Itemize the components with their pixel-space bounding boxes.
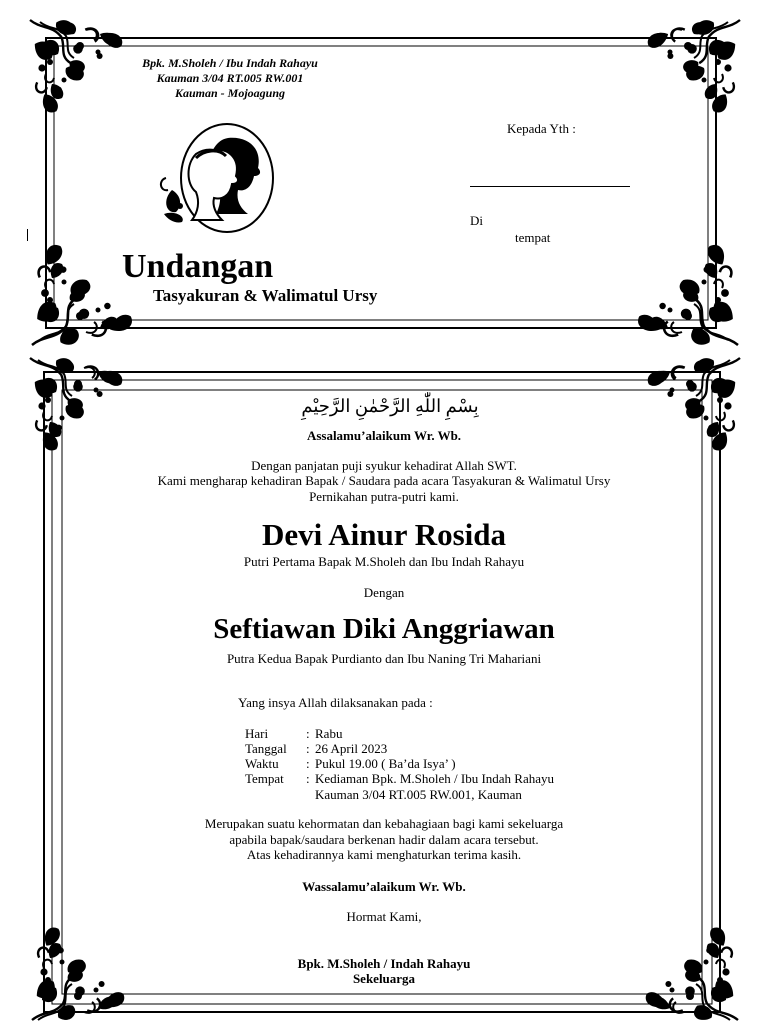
sender-village: Kauman - Mojoagung xyxy=(174,86,286,100)
held-on-label: Yang insya Allah dilaksanakan pada : xyxy=(238,695,433,710)
bride-parents: Putri Pertama Bapak M.Sholeh dan Ibu Indah Rahayu xyxy=(243,554,525,569)
detail-separator: : xyxy=(306,771,310,786)
detail-value: 26 April 2023 xyxy=(315,741,388,756)
sender-street: Kauman 3/04 RT.005 RW.001 xyxy=(156,71,304,85)
invitation-title: Undangan xyxy=(122,248,274,285)
signature-name: Bpk. M.Sholeh / Indah Rahayu xyxy=(297,956,471,971)
detail-separator: : xyxy=(306,741,310,756)
farewell: Wassalamu’alaikum Wr. Wb. xyxy=(302,879,466,894)
venue-address: Kauman 3/04 RT.005 RW.001, Kauman xyxy=(315,787,522,802)
sender-name: Bpk. M.Sholeh / Ibu Indah Rahayu xyxy=(142,56,318,70)
ornamental-corner-icon xyxy=(638,245,738,345)
bride-groom-silhouette-icon xyxy=(161,124,273,232)
detail-value: Pukul 19.00 ( Ba’da Isya’ ) xyxy=(315,756,456,771)
intro-line-3: Pernikahan putra-putri kami. xyxy=(309,489,459,504)
margin-mark xyxy=(27,229,28,241)
detail-label: Tempat xyxy=(245,771,284,786)
detail-separator: : xyxy=(306,726,310,741)
detail-separator: : xyxy=(306,756,310,771)
detail-label: Hari xyxy=(245,726,269,741)
detail-value: Rabu xyxy=(315,726,343,741)
bismillah-calligraphy: بِسْمِ اللّٰهِ الرَّحْمٰنِ الرَّحِيْمِ xyxy=(301,396,479,416)
signature-family: Sekeluarga xyxy=(352,971,416,986)
recipient-tempat: tempat xyxy=(515,230,551,245)
hormat-kami: Hormat Kami, xyxy=(346,909,422,924)
bride-name: Devi Ainur Rosida xyxy=(261,517,507,552)
intro-line-2: Kami mengharap kehadiran Bapak / Saudara pada acara Tasyakuran & Walimatul Ursy xyxy=(157,473,611,488)
ornamental-corner-icon xyxy=(32,245,132,345)
detail-label: Waktu xyxy=(245,756,279,771)
recipient-label: Kepada Yth : xyxy=(507,121,576,136)
groom-parents: Putra Kedua Bapak Purdianto dan Ibu Naning Tri Mahariani xyxy=(226,651,542,666)
greeting: Assalamu’alaikum Wr. Wb. xyxy=(306,428,462,443)
detail-value: Kediaman Bpk. M.Sholeh / Ibu Indah Rahayu xyxy=(315,771,555,786)
sender-address xyxy=(100,56,360,101)
closing-line-3: Atas kehadirannya kami menghaturkan terima kasih. xyxy=(246,847,522,862)
recipient-name-line xyxy=(470,186,630,187)
event-subtitle: Tasyakuran & Walimatul Ursy xyxy=(153,286,378,305)
closing-line-2: apabila bapak/saudara berkenan hadir dalam acara tersebut. xyxy=(229,832,539,847)
recipient-di: Di xyxy=(470,213,483,228)
intro-line-1: Dengan panjatan puji syukur kehadirat Allah SWT. xyxy=(251,458,517,473)
dengan-label: Dengan xyxy=(363,585,405,600)
detail-label: Tanggal xyxy=(245,741,287,756)
ornamental-corner-icon xyxy=(648,20,740,112)
closing-line-1: Merupakan suatu kehormatan dan kebahagiaan bagi kami sekeluarga xyxy=(204,816,564,831)
groom-name: Seftiawan Diki Anggriawan xyxy=(213,613,555,645)
